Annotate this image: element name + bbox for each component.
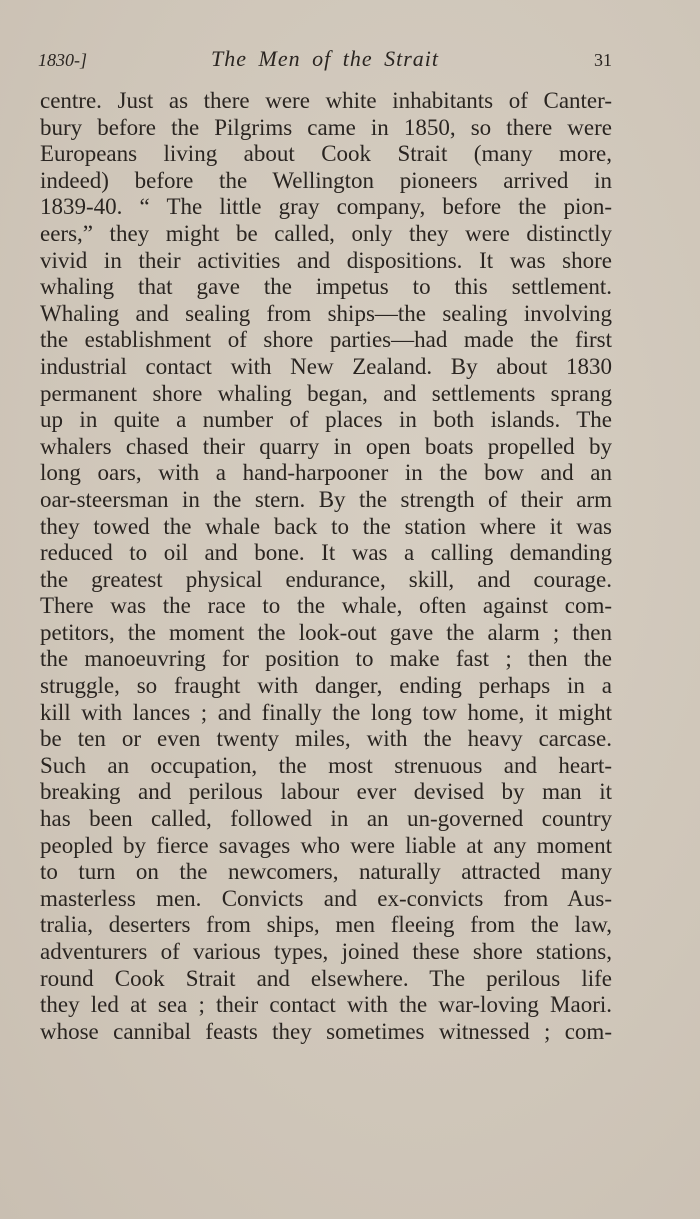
text-line: be ten or even twenty miles, with the heavy carcase. [40, 726, 612, 752]
text-line: they towed the whale back to the station where it was [40, 513, 612, 539]
text-line: centre. Just as there were white inhabitants of Canter- [40, 88, 612, 113]
text-line: whalers chased their quarry in open boats propelled by [40, 433, 612, 459]
text-line: vivid in their activities and dispositions. It was shore [40, 247, 612, 273]
text-line: petitors, the moment the look-out gave the alarm ; then [40, 619, 612, 645]
text-line: bury before the Pilgrims came in 1850, so there were [40, 114, 612, 140]
text-line: peopled by fierce savages who were liable at any moment [40, 832, 612, 858]
text-line: up in quite a number of places in both islands. The [40, 407, 612, 433]
text-line: the establishment of shore parties—had made the first [40, 327, 612, 353]
text-line: they led at sea ; their contact with the war-loving Maori. [40, 992, 612, 1018]
text-line: breaking and perilous labour ever devised by man it [40, 779, 612, 805]
text-line: has been called, followed in an un-governed country [40, 806, 612, 832]
running-head-date: 1830-] [38, 50, 87, 70]
text-line: permanent shore whaling began, and settlements sprang [40, 380, 612, 406]
text-line: Europeans living about Cook Strait (many more, [40, 141, 612, 167]
text-line: 1839-40. “ The little gray company, before the pion- [40, 194, 612, 220]
text-line: Whaling and sealing from ships—the sealing involving [40, 300, 612, 326]
text-line: the manoeuvring for position to make fast ; then the [40, 646, 612, 672]
page-number: 31 [594, 50, 612, 70]
running-head-title: The Men of the Strait [211, 46, 439, 71]
text-line: struggle, so fraught with danger, ending perhaps in a [40, 673, 612, 699]
body-paragraph [40, 88, 612, 1045]
text-line: to turn on the newcomers, naturally attracted many [40, 859, 612, 885]
text-line: industrial contact with New Zealand. By about 1830 [40, 353, 612, 379]
text-line: Such an occupation, the most strenuous and heart- [40, 752, 612, 778]
text-line: round Cook Strait and elsewhere. The perilous life [40, 965, 612, 991]
running-head [38, 46, 612, 74]
text-line: adventurers of various types, joined these shore stations, [40, 939, 612, 964]
text-line: long oars, with a hand-harpooner in the bow and an [40, 460, 612, 486]
text-line: reduced to oil and bone. It was a calling demanding [40, 540, 612, 566]
text-line: tralia, deserters from ships, men fleeing from the law, [40, 912, 612, 938]
text-line: masterless men. Convicts and ex-convicts from Aus- [40, 885, 612, 911]
text-line: whose cannibal feasts they sometimes witnessed ; com- [40, 1018, 612, 1044]
text-line: eers,” they might be called, only they were distinctly [40, 220, 612, 246]
text-line: whaling that gave the impetus to this settlement. [40, 274, 612, 300]
text-line: oar-steersman in the stern. By the strength of their arm [40, 486, 612, 512]
text-line: kill with lances ; and finally the long tow home, it might [40, 699, 612, 725]
text-line: There was the race to the whale, often against com- [40, 593, 612, 619]
text-line: the greatest physical endurance, skill, and courage. [40, 566, 612, 592]
text-line: indeed) before the Wellington pioneers arrived in [40, 167, 612, 193]
